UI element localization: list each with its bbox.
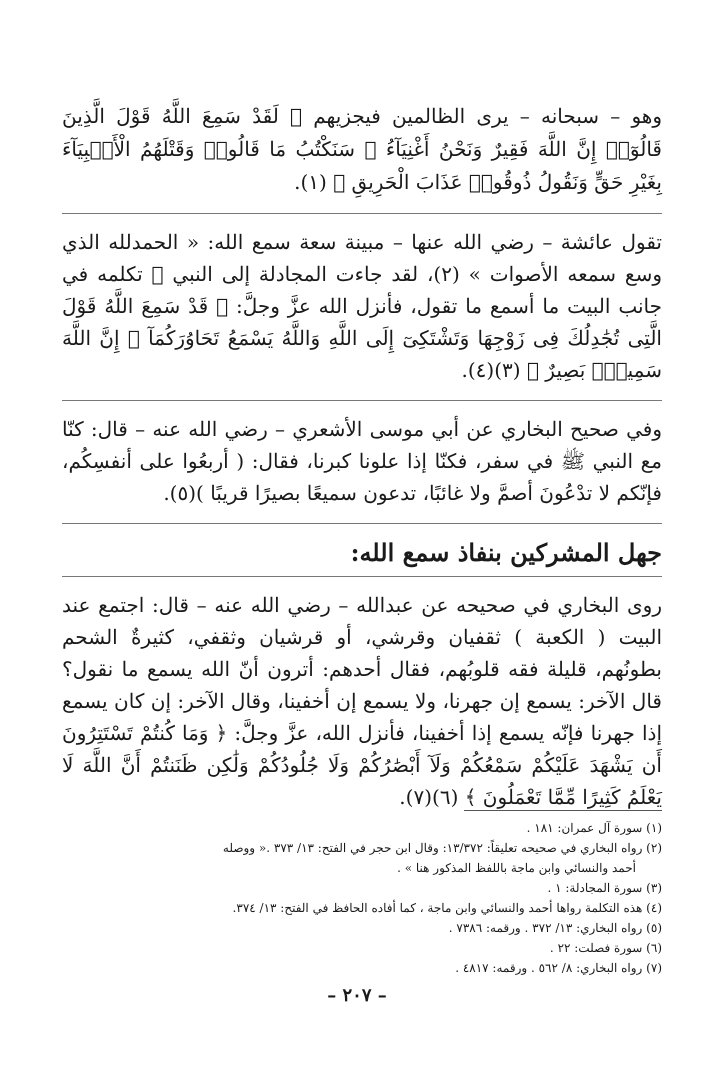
paragraph-1: وهو – سبحانه – يرى الظالمين فيجزيهم ﴿ لَقَدْ سَمِعَ اللَّهُ قَوْلَ الَّذِينَ قَالُوٓا۟ إِنَّ اللَّهَ فَقِيرٌ وَنَحْنُ أَغْنِيَآءُ ۘ سَنَكْتُبُ مَا قَالُوا۟ وَقَتْلَهُمُ الْأَنۢبِيَآءَ بِغَيْرِ حَقٍّ وَنَقُولُ ذُوقُوا۟ عَذَابَ الْحَرِيقِ ﴾ (١).: [62, 104, 662, 194]
footnote-5: (٥) رواه البخاري: ١٣/ ٣٧٢ . ورقمه: ٧٣٨٦ .: [448, 921, 662, 935]
page-body: [62, 100, 662, 825]
footnote-separator: [464, 810, 662, 811]
footnote-1: (١) سورة آل عمران: ١٨١ .: [526, 821, 662, 835]
footnotes: [62, 818, 662, 978]
section-divider-3: [62, 523, 662, 524]
section-divider-4: [62, 576, 662, 577]
section-heading: جهل المشركين بنفاذ سمع الله:: [350, 538, 662, 567]
section-divider-2: [62, 400, 662, 401]
paragraph-4: روى البخاري في صحيحه عن عبدالله – رضي الله عنه – قال: اجتمع عند البيت ( الكعبة ) ثقفيان وقرشي، أو قرشيان وثقفي، كثيرةٌ الشحم بطونُهم، قليلة فقه قلوبُهم، فقال أحدهم: أترون أنّ الله يسمع ما نقول؟ قال الآخر: يسمع إن جهرنا، ولا يسمع إن أخفينا، وقال الآخر: إن كان يسمع إذا جهرنا فإنّه يسمع إذا أخفينا، فأنزل الله، عزَّ وجلَّ: ﴿ وَمَا كُنتُمْ تَسْتَتِرُونَ أَن يَشْهَدَ عَلَيْكُمْ سَمْعُكُمْ وَلَآ أَبْصَٰرُكُمْ وَلَا جُلُودُكُمْ وَلَٰكِن ظَنَنتُمْ أَنَّ اللَّهَ لَا يَعْلَمُ كَثِيرًا مِّمَّا تَعْمَلُونَ ﴾ (٦)(٧).: [62, 593, 663, 809]
footnote-2: (٢) رواه البخاري في صحيحه تعليقاً: ١٣/٣٧٢: وقال ابن حجر في الفتح: ١٣/ ٣٧٣ .« ووصله: [222, 841, 662, 855]
section-divider-1: [62, 213, 662, 214]
footnote-6: (٦) سورة فصلت: ٢٢ .: [549, 941, 662, 955]
footnote-3: (٣) سورة المجادلة: ١ .: [547, 881, 662, 895]
footnote-2-continuation: أحمد والنسائي وابن ماجة باللفظ المذكور هنا » .: [397, 861, 636, 875]
page-number: – ٢٠٧ –: [327, 985, 387, 1006]
paragraph-3: وفي صحيح البخاري عن أبي موسى الأشعري – رضي الله عنه – قال: كنّا مع النبي ﷺ في سفر، فكنّا إذا علونا كبرنا، فقال: ( أربعُوا على أنفسِكُم، فإنّكم لا تدْعُونَ أصمَّ ولا غائبًا، تدعون سميعًا بصيرًا قريبًا )(٥).: [62, 417, 663, 505]
paragraph-2: تقول عائشة – رضي الله عنها – مبينة سعة سمع الله: « الحمدلله الذي وسع سمعه الأصوات » (٢)، لقد جاءت المجادلة إلى النبي ﷺ تكلمه في جانب البيت ما أسمع ما تقول، فأنزل الله عزَّ وجلَّ: ﴿ قَدْ سَمِعَ اللَّهُ قَوْلَ الَّتِى تُجَٰدِلُكَ فِى زَوْجِهَا وَتَشْتَكِىٓ إِلَى اللَّهِ وَاللَّهُ يَسْمَعُ تَحَاوُرَكُمَآ ۚ إِنَّ اللَّهَ سَمِيعٌۢ بَصِيرٌ ﴾ (٣)(٤).: [62, 230, 662, 382]
footnote-7: (٧) رواه البخاري: ٨/ ٥٦٢ . ورقمه: ٤٨١٧ .: [455, 961, 662, 975]
footnote-4: (٤) هذه التكلمة رواها أحمد والنسائي وابن ماجة ، كما أفاده الحافظ في الفتح: ١٣/ ٣٧٤.: [232, 901, 662, 915]
